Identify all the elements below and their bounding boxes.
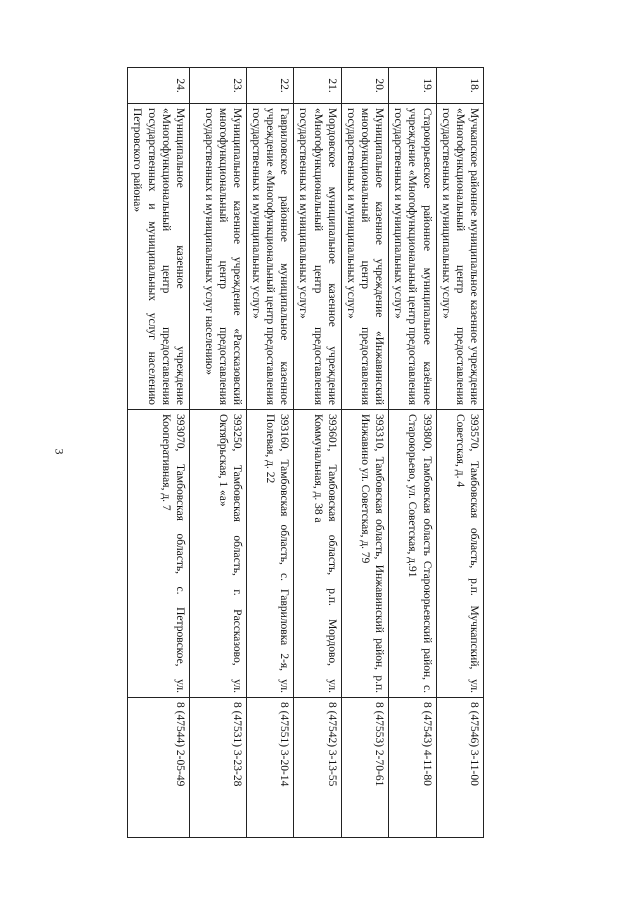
institution-address: 393570, Тамбовская область, р.п. Мучкапский, ул. Советская, д. 4 [436,410,483,698]
row-number: 22. [246,68,293,104]
institution-phone: 8 (47546) 3-11-00 [436,698,483,838]
institution-phone: 8 (47551) 3-20-14 [246,698,293,838]
row-number: 24. [128,68,190,104]
table-row [389,68,436,838]
institution-phone: 8 (47553) 2-70-61 [341,698,388,838]
table-row [294,68,341,838]
mfc-table [127,67,484,838]
institution-address: 393250, Тамбовская область, г. Рассказово, ул. Октябрьская, 1 «а» [189,410,246,698]
row-number: 23. [189,68,246,104]
institution-address: 393160, Тамбовская область, с. Гавриловка 2-я, ул. Полевая, д. 22 [246,410,293,698]
institution-phone: 8 (47542) 3-13-55 [294,698,341,838]
row-number: 20. [341,68,388,104]
rotated-document [131,67,484,837]
table-row [189,68,246,838]
table-row [341,68,388,838]
table-row [436,68,483,838]
institution-address: 393070, Тамбовская область, с. Петровское, ул. Кооперативная, д. 7 [128,410,190,698]
institution-name: Муниципальное казенное учреждение «Многофункциональный центр предоставления государственных и муниципальных услуг населению Петровского района» [128,104,190,410]
institution-address: 393310, Тамбовская область, Инжавинский район, р.п. Инжавино ул. Советская, д. 79 [341,410,388,698]
institution-name: Мучкапское районное муниципальное казенное учреждение «Многофункциональный центр предоставления государственных и муниципальных услуг» [436,104,483,410]
row-number: 21. [294,68,341,104]
table-row [246,68,293,838]
table-row [128,68,190,838]
institution-phone: 8 (47531) 3-23-28 [189,698,246,838]
page-number: 3 [52,448,67,455]
institution-address: 393800, Тамбовская область Староюрьевский район, с. Староюрьево, ул. Советская, д.91 [389,410,436,698]
institution-name: Гавриловское районное муниципальное казенное учреждение «Многофункциональный центр предоставления государственных и муниципальных услуг» [246,104,293,410]
institution-name: Мордовское муниципальное казенное учреждение «Многофункциональный центр предоставления государственных и муниципальных услуг» [294,104,341,410]
institution-name: Муниципальное казенное учреждение «Инжавинский многофункциональный центр предоставления государственных и муниципальных услуг» [341,104,388,410]
institution-phone: 8 (47543) 4-11-80 [389,698,436,838]
institution-name: Староюрьевское районное муниципальное казённое учреждение «Многофункциональный центр предоставления государственных и муниципальных услуг» [389,104,436,410]
row-number: 19. [389,68,436,104]
institution-address: 393601, Тамбовская область, р.п. Мордово, ул. Коммунальная, д. 38 а [294,410,341,698]
institution-phone: 8 (47544) 2-05-49 [128,698,190,838]
row-number: 18. [436,68,483,104]
institution-name: Муниципальное казенное учреждение «Рассказовский многофункциональный центр предоставления государственных и муниципальных услуг населению» [189,104,246,410]
